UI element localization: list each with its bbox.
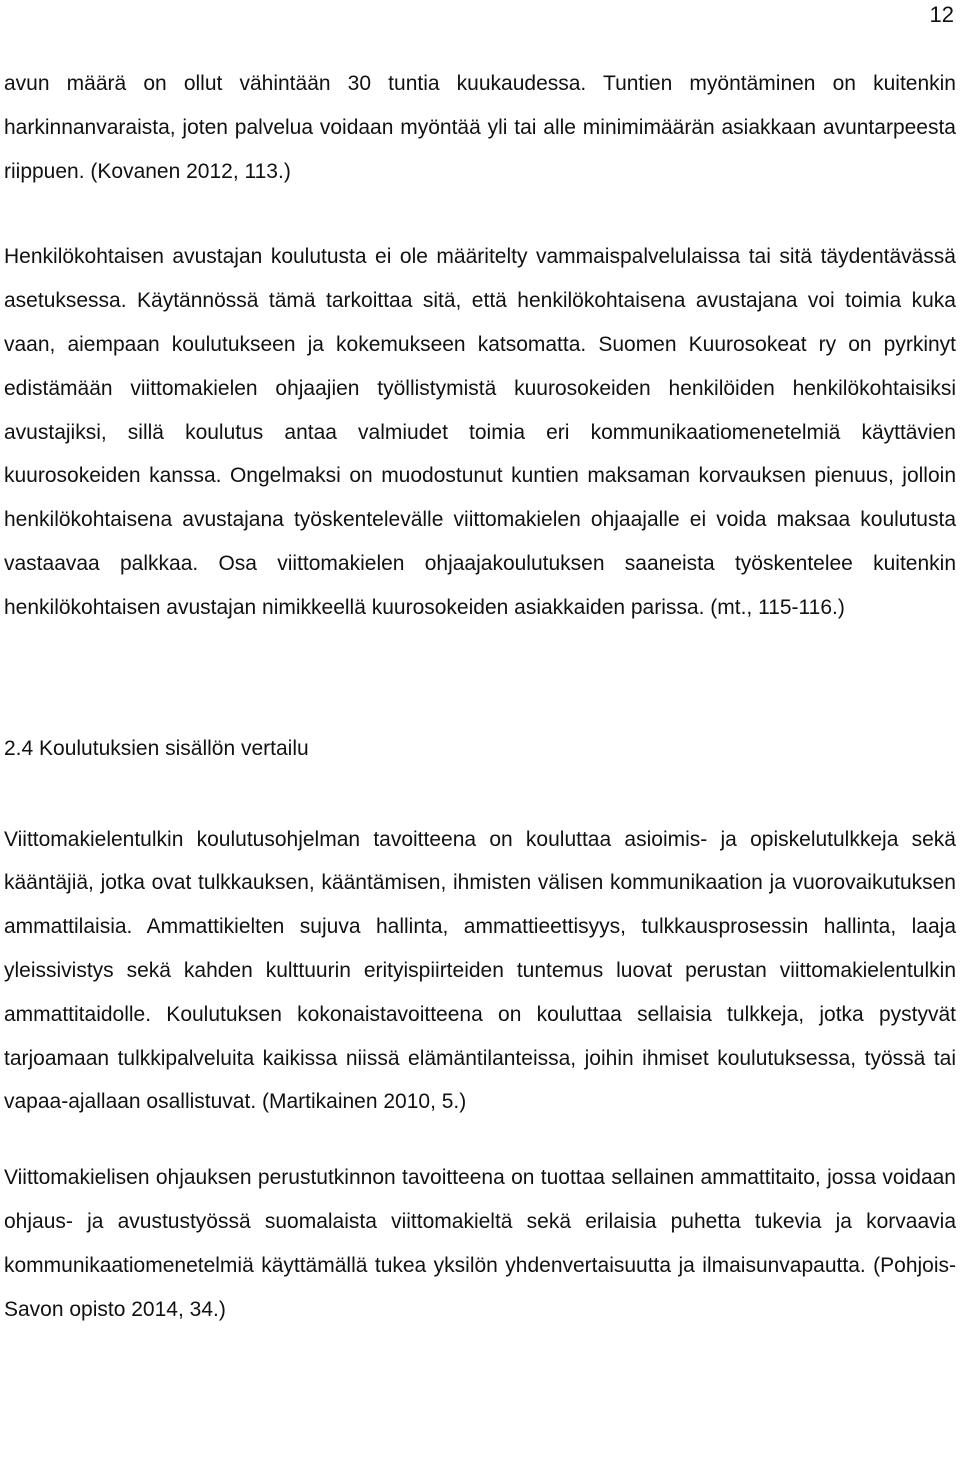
document-body bbox=[4, 62, 956, 1331]
body-paragraph-1: avun määrä on ollut vähintään 30 tuntia kuukaudessa. Tuntien myöntäminen on kuitenkin harkinnanvaraista, joten palvelua voidaan myöntää yli tai alle minimimäärän asiakkaan avuntarpeesta riippuen. (Kovanen 2012, 113.) bbox=[4, 72, 956, 183]
section-paragraph-2: Viittomakielisen ohjauksen perustutkinnon tavoitteena on tuottaa sellainen ammattitaito, jossa voidaan ohjaus- ja avustustyössä suomalaista viittomakieltä sekä erilaisia puhetta tukevia ja korvaavia kommunikaatiomenetelmiä käyttämällä tukea yksilön yhdenvertaisuutta ja ilmaisunvapautta. (Pohjois-Savon opisto 2014, 34.) bbox=[4, 1166, 956, 1321]
body-paragraph-2: Henkilökohtaisen avustajan koulutusta ei ole määritelty vammaispalvelulaissa tai sitä täydentävässä asetuksessa. Käytännössä tämä tarkoittaa sitä, että henkilökohtaisena avustajana voi toimia kuka vaan, aiempaan koulutukseen ja kokemukseen katsomatta. Suomen Kuurosokeat ry on pyrkinyt edistämään viittomakielen ohjaajien työllistymistä kuurosokeiden henkilöiden henkilökohtaisiksi avustajiksi, sillä koulutus antaa valmiudet toimia eri kommunikaatiomenetelmiä käyttävien kuurosokeiden kanssa. Ongelmaksi on muodostunut kuntien maksaman korvauksen pienuus, jolloin henkilökohtaisena avustajana työskentelevälle viittomakielen ohjaajalle ei voida maksaa koulutusta vastaavaa palkkaa. Osa viittomakielen ohjaajakoulutuksen saaneista työskentelee kuitenkin henkilökohtaisen avustajan nimikkeellä kuurosokeiden asiakkaiden parissa. (mt., 115-116.) bbox=[4, 245, 956, 619]
section-heading: 2.4 Koulutuksien sisällön vertailu bbox=[4, 736, 309, 760]
page-number: 12 bbox=[929, 2, 954, 27]
section-paragraph-1: Viittomakielentulkin koulutusohjelman tavoitteena on kouluttaa asioimis- ja opiskelutulkkeja sekä kääntäjiä, jotka ovat tulkkauksen, kääntämisen, ihmisten välisen kommunikaation ja vuorovaikutuksen ammattilaisia. Ammattikielten sujuva hallinta, ammattieettisyys, tulkkausprosessin hallinta, laaja yleissivistys sekä kahden kulttuurin erityispiirteiden tuntemus luovat perustan viittomakielentulkin ammattitaidolle. Koulutuksen kokonaistavoitteena on kouluttaa sellaisia tulkkeja, jotka pystyvät tarjoamaan tulkkipalveluita kaikissa niissä elämäntilanteissa, joihin ihmiset koulutuksessa, työssä tai vapaa-ajallaan osallistuvat. (Martikainen 2010, 5.) bbox=[4, 827, 956, 1114]
